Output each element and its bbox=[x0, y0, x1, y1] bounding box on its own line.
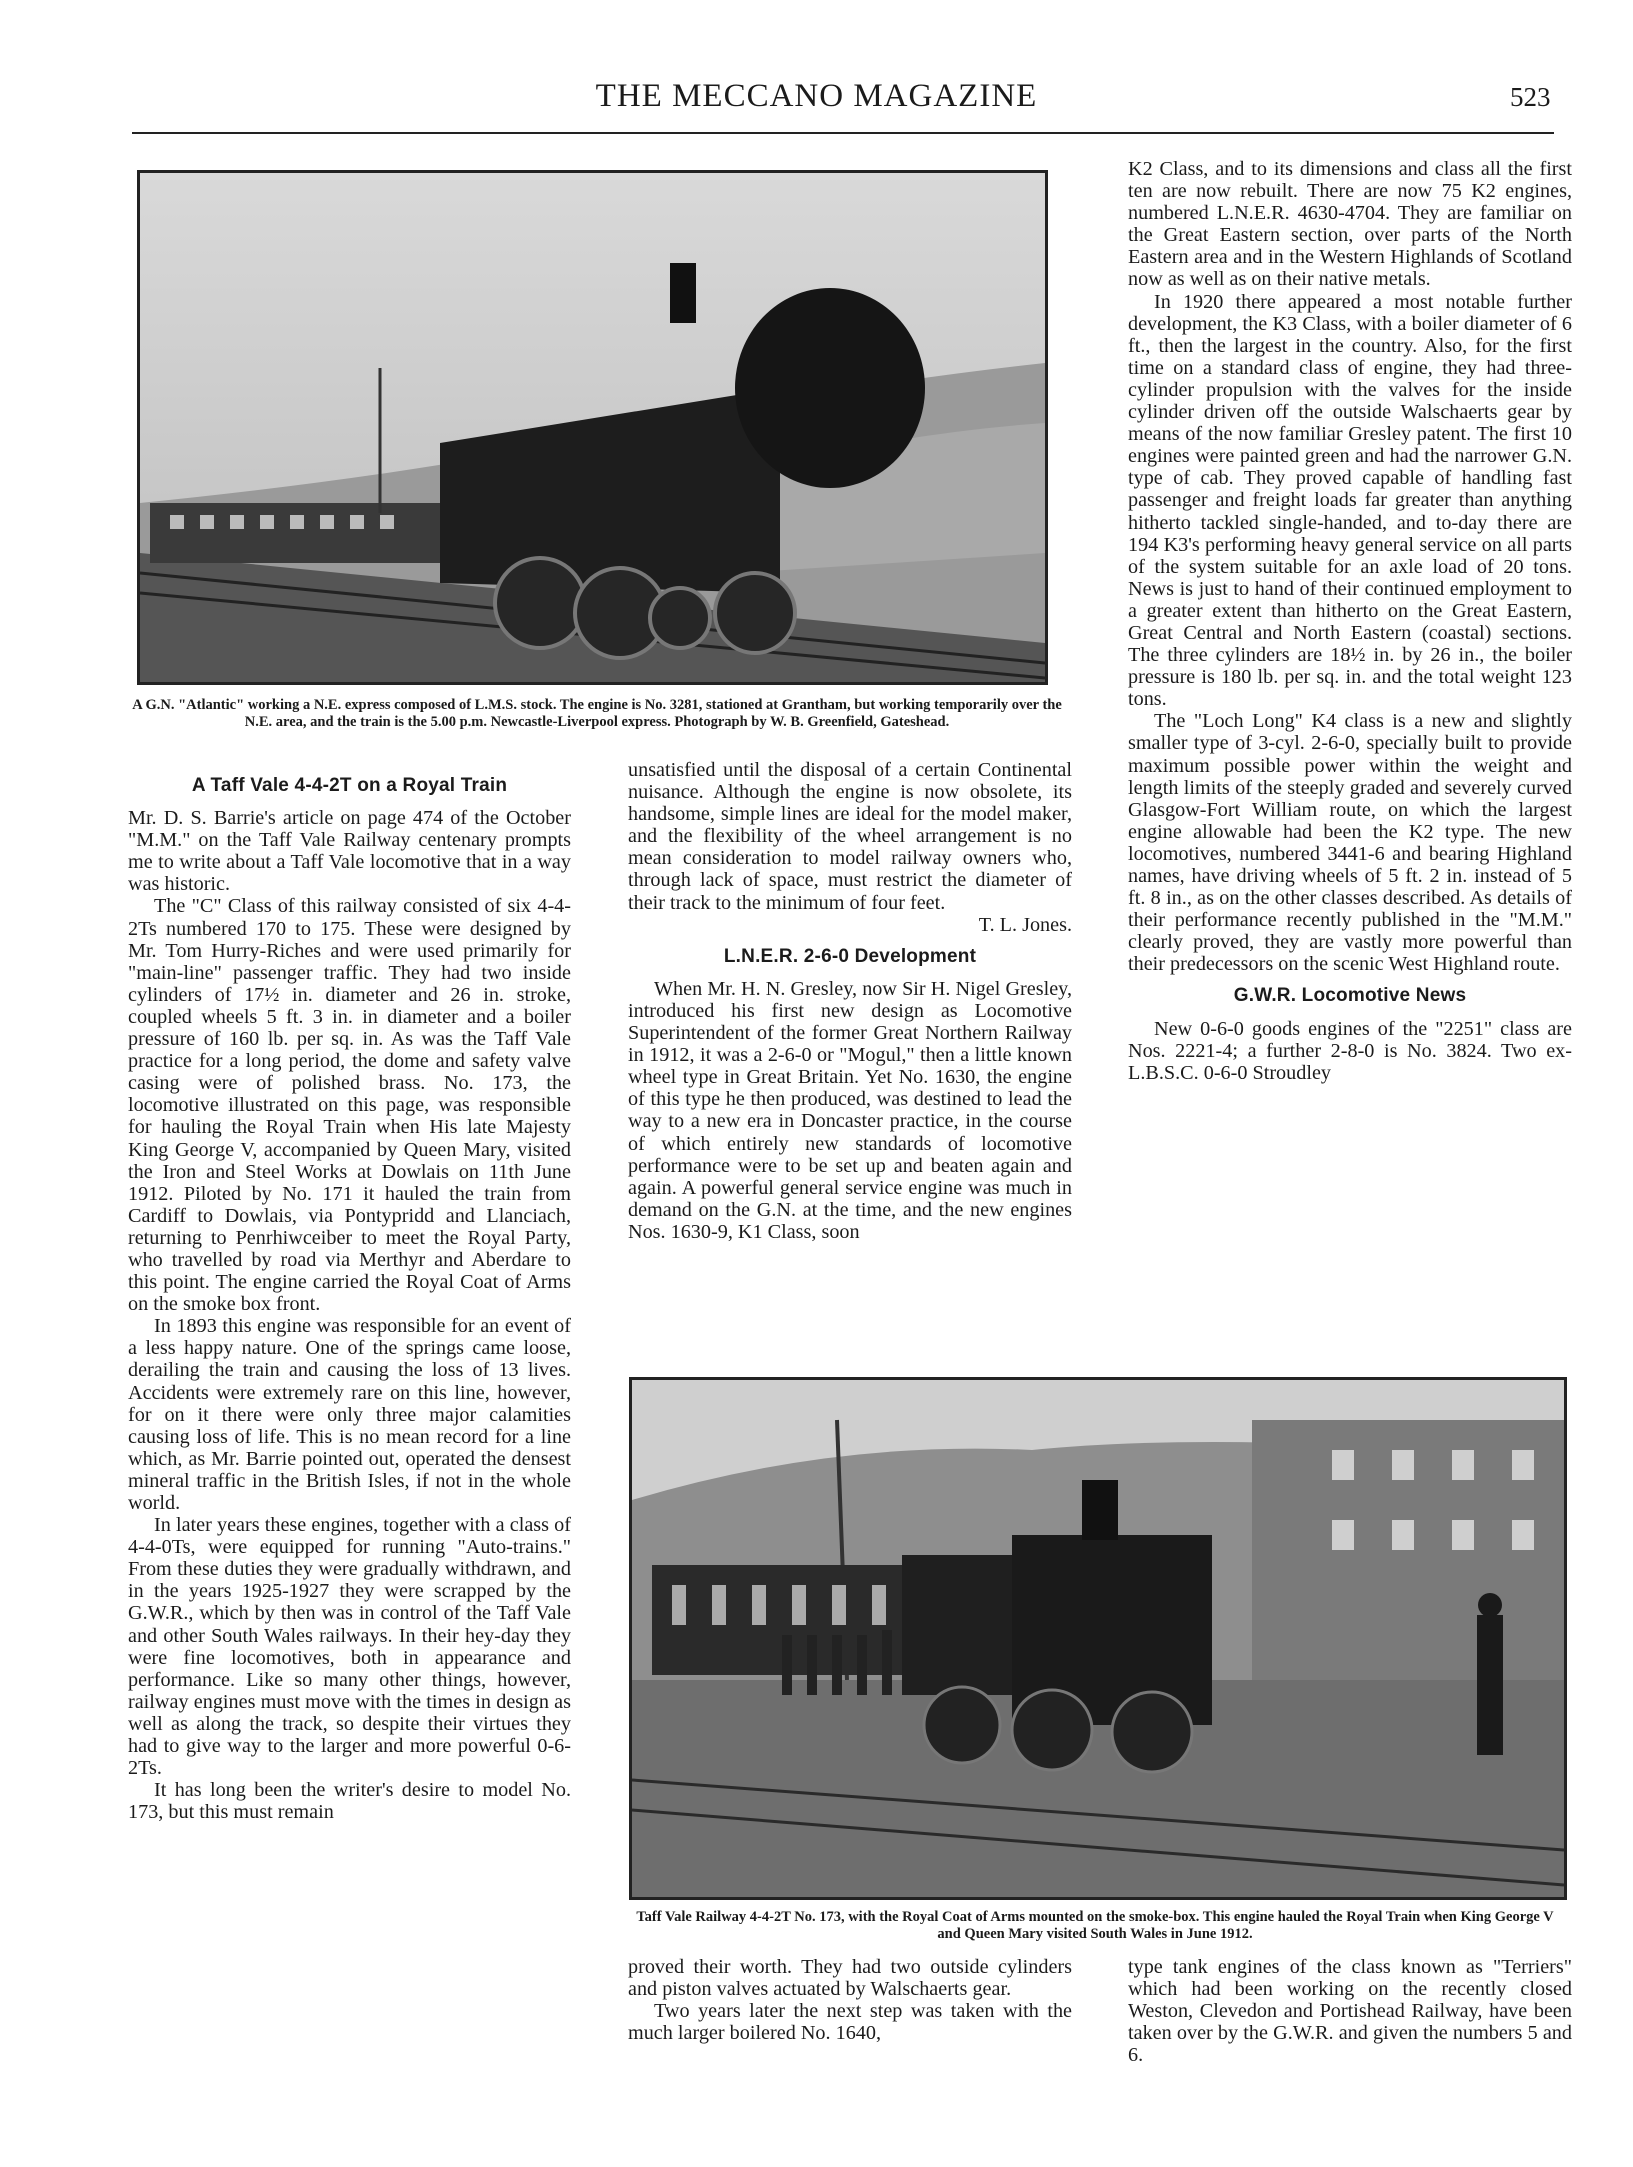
magazine-title: THE MECCANO MAGAZINE bbox=[595, 78, 1038, 114]
atlantic-photo bbox=[137, 170, 1048, 685]
taff-vale-heading: A Taff Vale 4-4-2T on a Royal Train bbox=[191, 775, 508, 796]
paragraph: Two years later the next step was taken with the much larger boilered No. 1640, bbox=[628, 2000, 1072, 2045]
taff-vale-photo-caption: Taff Vale Railway 4-4-2T No. 173, with the Royal Coat of Arms mounted on the smoke-box. This engine hauled the Royal Train when King George V and Queen Mary visited South Wales in June 1912. bbox=[636, 1909, 1554, 1942]
paragraph: The "C" Class of this railway consisted of six 4-4-2Ts numbered 170 to 175. These were designed by Mr. Tom Hurry-Riches and were used primarily for "main-line" passenger traffic. They had two inside cylinders of 17½ in. diameter and 26 in. stroke, coupled wheels 5 ft. 3 in. in diameter and a boiler pressure of 160 lb. per sq. in. As was the Taff Vale practice for a long period, the dome and safety valve casing were of polished brass. No. 173, the locomotive illustrated on this page, was responsible for hauling the Royal Train when His late Majesty King George V, accompanied by Queen Mary, visited the Iron and Steel Works at Dowlais on 11th June 1912. Piloted by No. 171 it hauled the train from Cardiff to Dowlais, via Pontypridd and Llanciach, returning to Penrhiwceiber to meet the Royal Party, who travelled by road via Merthyr and Aberdare to this point. The engine carried the Royal Coat of Arms on the smoke box front. bbox=[128, 895, 571, 1316]
gwr-heading: G.W.R. Locomotive News bbox=[1233, 985, 1467, 1007]
atlantic-photo-caption: A G.N. "Atlantic" working a N.E. express composed of L.M.S. stock. The engine is No. 3281, stationed at Grantham, but working temporarily over the N.E. area, and the train is the 5.00 p.m. Newcastle-Liverpool express. Photograph by W. B. Greenfield, Gateshead. bbox=[132, 697, 1062, 730]
left-column bbox=[128, 771, 571, 1823]
right-column-bottom bbox=[1128, 1956, 1572, 2066]
middle-column-bottom bbox=[628, 1956, 1072, 2044]
header-rule bbox=[132, 132, 1554, 134]
paragraph: unsatisfied until the disposal of a certain Continental nuisance. Although the engine is now obsolete, its handsome, simple lines are ideal for the model maker, and the flexibility of the wheel arrangement is no mean consideration to model railway owners who, through lack of space, must restrict the diameter of their track to the minimum of four feet. bbox=[628, 759, 1072, 914]
taff-vale-photo bbox=[629, 1377, 1567, 1900]
lner-heading: L.N.E.R. 2-6-0 Development bbox=[723, 945, 977, 967]
middle-column bbox=[628, 759, 1072, 1243]
author-signature: T. L. Jones. bbox=[978, 913, 1072, 936]
paragraph: The "Loch Long" K4 class is a new and slightly smaller type of 3-cyl. 2-6-0, specially built to provide maximum possible power within the weight and length limits of the steeply graded and severely curved Glasgow-Fort William route, on which the largest engine allowable had been the K2 type. The new locomotives, numbered 3441-6 and bearing Highland names, have driving wheels of 5 ft. 2 in. instead of 5 ft. 8 in., as on the other classes described. As details of their performance recently published in the "M.M." clearly proved, they are vastly more powerful than their predecessors on the scenic West Highland route. bbox=[1128, 710, 1572, 976]
paragraph: It has long been the writer's desire to model No. 173, but this must remain bbox=[128, 1779, 571, 1824]
right-column bbox=[1128, 158, 1572, 1084]
paragraph: Mr. D. S. Barrie's article on page 474 of the October "M.M." on the Taff Vale Railway centenary prompts me to write about a Taff Vale locomotive that in a way was historic. bbox=[128, 807, 571, 896]
page-number: 523 bbox=[1510, 82, 1551, 112]
paragraph: proved their worth. They had two outside cylinders and piston valves actuated by Walschaerts gear. bbox=[628, 1956, 1072, 2001]
paragraph: In 1893 this engine was responsible for an event of a less happy nature. One of the springs came loose, derailing the train and causing the loss of 13 lives. Accidents were extremely rare on this line, however, for on it there were only three major calamities causing loss of life. This is no mean record for a line which, as Mr. Barrie pointed out, operated the densest mineral traffic in the British Isles, if not in the whole world. bbox=[128, 1315, 571, 1514]
paragraph: type tank engines of the class known as "Terriers" which had been working on the recently closed Weston, Clevedon and Portishead Railway, have been taken over by the G.W.R. and given the numbers 5 and 6. bbox=[1128, 1956, 1572, 2067]
paragraph: In 1920 there appeared a most notable further development, the K3 Class, with a boiler diameter of 6 ft., then the largest in the country. Also, for the first time on a standard class of engine, they had three-cylinder propulsion with the valves for the inside cylinder driven off the outside Walschaerts gear by means of the now familiar Gresley patent. The first 10 engines were painted green and had the narrower G.N. type of cab. They proved capable of handling fast passenger and freight loads far greater than anything hitherto tackled single-handed, and to-day there are 194 K3's performing heavy general service on all parts of the system suitable for an axle load of 20 tons. News is just to hand of their continued employment to a greater extent than hitherto on the Great Eastern, Great Central and North Eastern (coastal) sections. The three cylinders are 18½ in. by 26 in., the boiler pressure is 180 lb. per sq. in. and the total weight 123 tons. bbox=[1128, 290, 1572, 711]
paragraph: New 0-6-0 goods engines of the "2251" class are Nos. 2221-4; a further 2-8-0 is No. 3824. Two ex-L.B.S.C. 0-6-0 Stroudley bbox=[1128, 1017, 1572, 1084]
paragraph: When Mr. H. N. Gresley, now Sir H. Nigel Gresley, introduced his first new design as Locomotive Superintendent of the former Great Northern Railway in 1912, it was a 2-6-0 or "Mogul," then a little known wheel type in Great Britain. Yet No. 1630, the engine of this type he then produced, was destined to lead the way to a new era in Doncaster practice, in the course of which entirely new standards of locomotive performance were to be set up and beaten again and again. A powerful general service engine was much in demand on the G.N. at the time, and the new engines Nos. 1630-9, K1 Class, soon bbox=[628, 977, 1072, 1243]
paragraph: K2 Class, and to its dimensions and class all the first ten are now rebuilt. There are now 75 K2 engines, numbered L.N.E.R. 4630-4704. They are familiar on the Great Eastern section, over parts of the North Eastern area and in the Western Highlands of Scotland now as well as on their native metals. bbox=[1128, 158, 1572, 291]
paragraph: In later years these engines, together with a class of 4-4-0Ts, were equipped for running "Auto-trains." From these duties they were gradually withdrawn, and in the years 1925-1927 they were scrapped by the G.W.R., which by then was in control of the Taff Vale and other South Wales railways. In their hey-day they were fine locomotives, both in appearance and performance. Like so many other things, however, railway engines must move with the times in design as well as along the track, so despite their virtues they had to give way to the larger and more powerful 0-6-2Ts. bbox=[128, 1514, 571, 1780]
